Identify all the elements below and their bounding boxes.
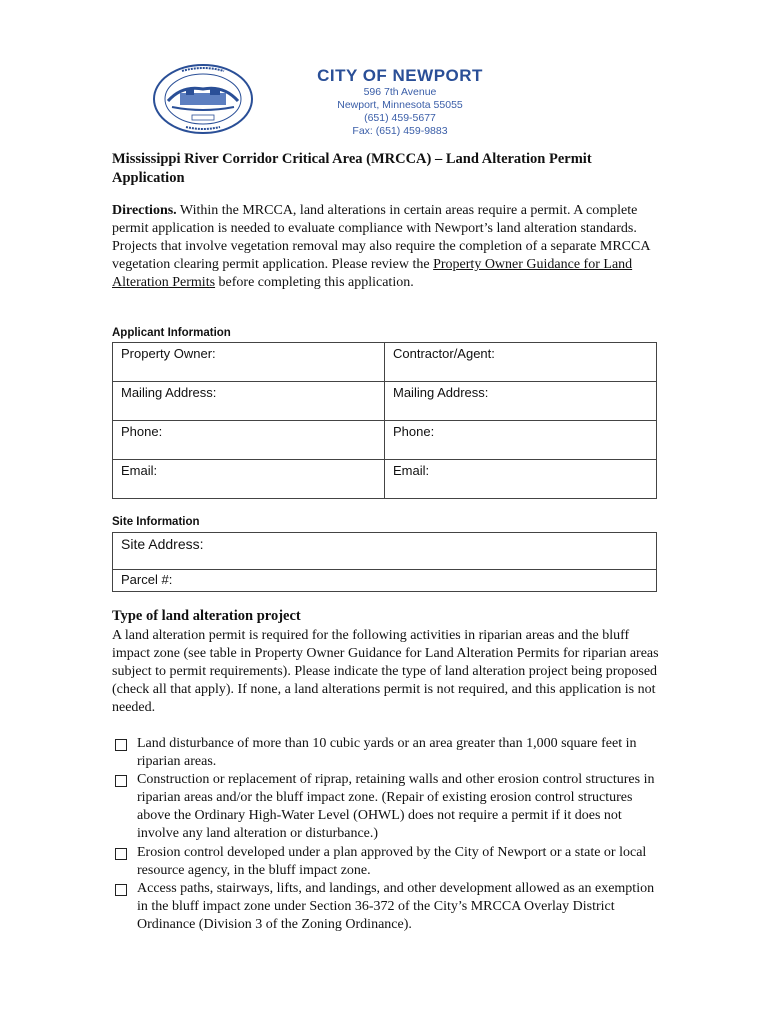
checkbox-label: Land disturbance of more than 10 cubic yards or an area greater than 1,000 square feet in riparian areas.	[137, 736, 637, 770]
city-name: CITY OF NEWPORT	[317, 66, 483, 85]
owner-mailing-address-field[interactable]: Mailing Address:	[113, 382, 385, 421]
directions-label: Directions.	[112, 203, 177, 218]
applicant-info-label: Applicant Information	[112, 327, 231, 339]
checklist-item	[112, 844, 662, 880]
city-address: 596 7th Avenue	[363, 86, 437, 98]
site-info-table	[112, 532, 657, 592]
page-title: Mississippi River Corridor Critical Area (MRCCA) – Land Alteration Permit Application	[112, 151, 592, 186]
property-owner-field[interactable]: Property Owner:	[113, 343, 385, 382]
project-type-checklist	[112, 735, 662, 934]
checklist-item	[112, 735, 662, 771]
checklist-item	[112, 771, 662, 843]
applicant-info-table	[112, 342, 657, 499]
directions-text-end: before completing this application.	[215, 275, 414, 291]
checkbox-land-disturbance[interactable]	[115, 739, 127, 751]
checkbox-riprap-retaining-walls[interactable]	[115, 775, 127, 787]
agent-email-field[interactable]: Email:	[385, 460, 657, 499]
checkbox-label: Erosion control developed under a plan approved by the City of Newport or a state or local resource agency, in the bluff impact zone.	[137, 844, 647, 878]
checkbox-label: Access paths, stairways, lifts, and landings, and other development allowed as an exemption in the bluff impact zone under Section 36-372 of the City’s MRCCA Overlay District Ordinance (Division 3 of the Zoning Ordinance).	[137, 880, 655, 932]
contractor-agent-field[interactable]: Contractor/Agent:	[385, 343, 657, 382]
site-info-label: Site Information	[112, 516, 200, 528]
parcel-field[interactable]: Parcel #:	[113, 570, 657, 592]
checklist-item	[112, 880, 662, 934]
checkbox-access-paths-stairways[interactable]	[115, 884, 127, 896]
project-type-heading: Type of land alteration project	[112, 608, 301, 624]
owner-email-field[interactable]: Email:	[113, 460, 385, 499]
guidance-link[interactable]: Property Owner Guidance for Land Alteration Permits	[112, 257, 633, 291]
directions-paragraph	[112, 202, 660, 292]
letterhead	[310, 66, 490, 138]
checkbox-label: Construction or replacement of riprap, retaining walls and other erosion control structures in riparian areas and/or the bluff impact zone. (Repair of existing erosion control structures above the Ordinary High-Water Level (OHWL) does not require a permit if it does not involve any land alteration or disturbance.)	[137, 772, 655, 842]
city-state-zip: Newport, Minnesota 55055	[337, 99, 463, 111]
city-fax: Fax: (651) 459-9883	[352, 125, 448, 137]
site-address-field[interactable]: Site Address:	[113, 533, 657, 570]
project-type-intro: A land alteration permit is required for the following activities in riparian areas and the bluff impact zone (see table in Property Owner Guidance for Land Alteration Permits for riparian areas subject to permit requirements). Please indicate the type of land alteration project being proposed (check all that apply). If none, a land alterations permit is not required, and this application is not needed.	[112, 628, 659, 716]
agent-mailing-address-field[interactable]: Mailing Address:	[385, 382, 657, 421]
city-seal-logo	[152, 63, 254, 135]
agent-phone-field[interactable]: Phone:	[385, 421, 657, 460]
directions-text: Within the MRCCA, land alterations in certain areas require a permit. A complete permit application is needed to evaluate compliance with Newport’s land alteration standards. Projects that involve vegetation removal may also require the completion of a separate MRCCA vegetation clearing permit application. Please review the	[112, 203, 650, 273]
city-phone: (651) 459-5677	[364, 112, 436, 124]
checkbox-erosion-control-plan[interactable]	[115, 848, 127, 860]
owner-phone-field[interactable]: Phone:	[113, 421, 385, 460]
